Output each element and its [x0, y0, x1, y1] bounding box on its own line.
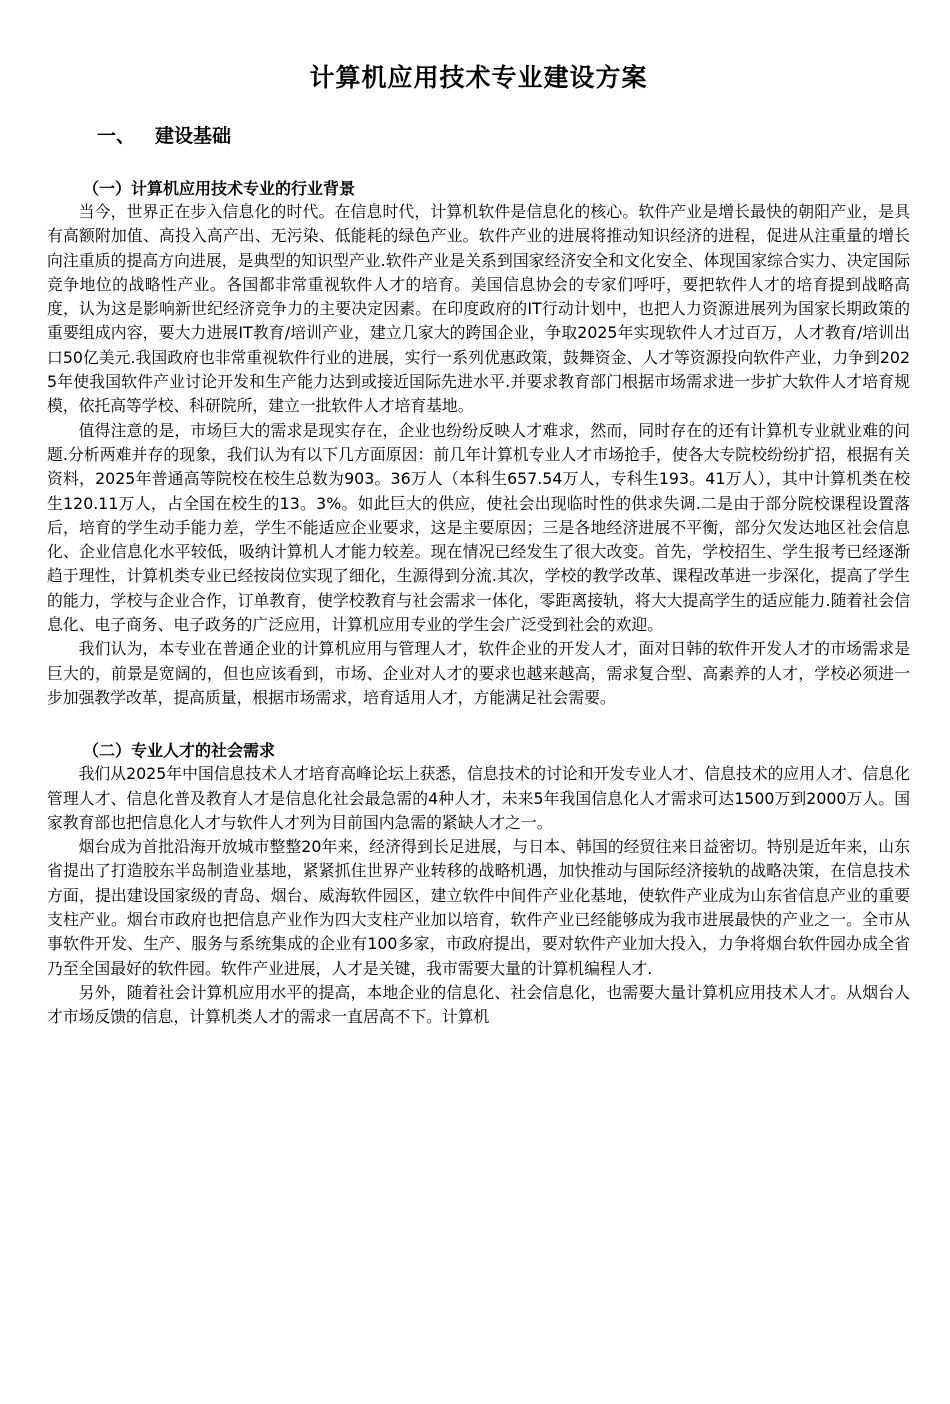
section-heading-construction-basis [97, 122, 910, 150]
paragraph: 我们从2025年中国信息技术人才培育高峰论坛上获悉，信息技术的讨论和开发专业人才、信息技术的应用人才、信息化管理人才、信息化普及教育人才是信息化社会最急需的4种人才，未来5年我国信息化人才需求可达1500万到2000万人。国家教育部也把信息化人才与软件人才列为目前国内急需的紧缺人才之一。 [47, 764, 910, 832]
paragraph: 烟台成为首批沿海开放城市整整20年来，经济得到长足进展，与日本、韩国的经贸往来日益密切。特别是近年来，山东省提出了打造胶东半岛制造业基地，紧紧抓住世界产业转移的战略机遇，加快推动与国际经济接轨的战略决策，在信息技术方面，提出建设国家级的青岛、烟台、威海软件园区，建立软件中间件产业化基地，使软件产业成为山东省信息产业的重要支柱产业。烟台市政府也把信息产业作为四大支柱产业加以培育，软件产业已经能够成为我市进展最快的产业之一。全市从事软件开发、生产、服务与系统集成的企业有100多家，市政府提出，要对软件产业加大投入，力争将烟台软件园办成全省乃至全国最好的软件园。软件产业进展，人才是关键，我市需要大量的计算机编程人才. [47, 837, 910, 978]
paragraph: 值得注意的是，市场巨大的需求是现实存在，企业也纷纷反映人才难求，然而，同时存在的还有计算机专业就业难的问题.分析两难并存的现象，我们认为有以下几方面原因：前几年计算机专业人才市场抢手，使各大专院校纷纷扩招，根据有关资料，2025年普通高等院校在校生总数为903。36万人（本科生657.54万人，专科生193。41万人），其中计算机类在校生120.11万人，占全国在校生的13。3%。如此巨大的供应，使社会出现临时性的供求失调.二是由于部分院校课程设置落后，培育的学生动手能力差，学生不能适应企业要求，这是主要原因；三是各地经济进展不平衡，部分欠发达地区社会信息化、企业信息化水平较低，吸纳计算机人才能力较差。现在情况已经发生了很大改变。首先，学校招生、学生报考已经逐渐趋于理性，计算机类专业已经按岗位实现了细化，生源得到分流.其次，学校的教学改革、课程改革进一步深化，提高了学生的能力，学校与企业合作，订单教育，使学校教育与社会需求一体化，零距离接轨，将大大提高学生的适应能力.随着社会信息化、电子商务、电子政务的广泛应用，计算机应用专业的学生会广泛受到社会的欢迎。 [47, 420, 910, 635]
subsection-heading-industry-background: （一）计算机应用技术专业的行业背景 [83, 179, 356, 198]
document-page [0, 60, 950, 1404]
document-title: 计算机应用技术专业建设方案 [309, 63, 648, 92]
paragraph: 另外，随着社会计算机应用水平的提高，本地企业的信息化、社会信息化，也需要大量计算机应用技术人才。从烟台人才市场反馈的信息，计算机类人才的需求一直居高不下。计算机 [47, 982, 910, 1027]
subsection-heading-social-demand: （二）专业人才的社会需求 [83, 741, 276, 761]
paragraph: 我们认为，本专业在普通企业的计算机应用与管理人才，软件企业的开发人才，面对日韩的软件开发人才的市场需求是巨大的，前景是宽阔的，但也应该看到，市场、企业对人才的要求也越来越高，需求复合型、高素养的人才，学校必须进一步加强教学改革，提高质量，根据市场需求，培育适用人才，方能满足社会需要。 [47, 639, 910, 707]
section-label: 建设基础 [155, 125, 232, 147]
section-number: 一、 [97, 125, 136, 147]
paragraph: 当今，世界正在步入信息化的时代。在信息时代，计算机软件是信息化的核心。软件产业是增长最快的朝阳产业，是具有高额附加值、高投入高产出、无污染、低能耗的绿色产业。软件产业的进展将推动知识经济的进程，促进从注重量的增长向注重质的提高方向进展，是典型的知识型产业.软件产业是关系到国家经济安全和文化安全、体现国家综合实力、决定国际竞争地位的战略性产业。各国都非常重视软件人才的培育。美国信息协会的专家们呼吁，要把软件人才的培育提到战略高度，认为这是影响新世纪经济竞争力的主要决定因素。在印度政府的IT行动计划中，也把人力资源进展列为国家长期政策的重要组成内容，要大力进展IT教育/培训产业，建立几家大的跨国企业，争取2025年实现软件人才过百万，人才教育/培训出口50亿美元.我国政府也非常重视软件行业的进展，实行一系列优惠政策，鼓舞资金、人才等资源投向软件产业，力争到2025年使我国软件产业讨论开发和生产能力达到或接近国际先进水平.并要求教育部门根据市场需求进一步扩大软件人才培育规模，依托高等学校、科研院所，建立一批软件人才培育基地。 [47, 202, 910, 416]
